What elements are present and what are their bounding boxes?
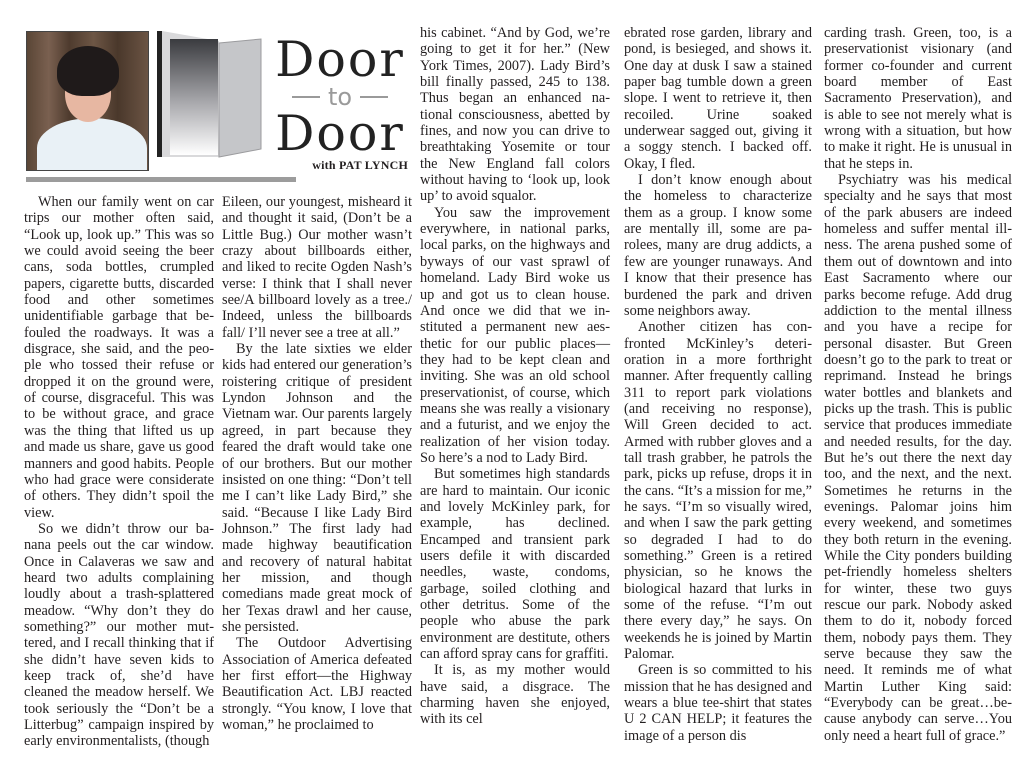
photo-shirt xyxy=(37,118,147,171)
paragraph: I don’t know enough about the homeless to characterize them as a group. I know some are mentally ill, some are parolees, many are drug addicts, a few are younger runaways. And I know that their presence has burdened the park and driven some neighbors away. xyxy=(624,172,812,319)
paragraph: his cabinet. “And by God, we’re going to get it for her.” (New York Times, 2007). Lady Bird’s bill finally passed, 245 to 138. Thus began an enhanced national consciousness, abetted by fines, and now you can drive to breathtaking Yosemite or tour the New England fall colors without having to ‘look up, look up’ to avoid squalor. xyxy=(420,25,610,205)
article-column-5 xyxy=(824,25,1012,744)
article-column-1 xyxy=(24,194,214,750)
title-door-bottom: Door xyxy=(275,105,405,162)
article-column-4 xyxy=(624,25,812,744)
paragraph: So we didn’t throw our banana peels out the car window. Once in Calaveras we saw and heard two adults complaining loudly about a trash-splattered meadow. “Why don’t they do something?” our mother muttered, and I recall thinking that if she didn’t have seven kids to keep track of, she’d have cleaned the meadow herself. We took seriously the “Don’t be a Litterbug” campaign inspired by early environmentalists, (though xyxy=(24,520,214,750)
paragraph: The Outdoor Advertising Association of America defeated her first effort—the Highway Beautification Act. LBJ reacted strongly. “You know, I love that woman,” he proclaimed to xyxy=(222,635,412,733)
paragraph: When our family went on car trips our mother often said, “Look up, look up.” This was so we could avoid seeing the beer cans, soda bottles, crumpled papers, cigarette butts, discarded food and other sometimes unidentifiable garbage that befouled the roadways. It was a disgrace, she said, and the people who tossed their refuse or dropped it on the ground were, of course, disgraceful. This was to be without grace, and grace was the thing that lifted us up and made us share, gave us good manners and good habits. People who had grace were considerate of others. They didn’t spoil the view. xyxy=(24,194,214,521)
paragraph: It is, as my mother would have said, a disgrace. The charming haven she enjoyed, with its cel xyxy=(420,662,610,728)
paragraph: Green is so committed to his mission that he has designed and wears a blue tee-shirt that states U 2 CAN HELP; it features the image of a person dis xyxy=(624,662,812,744)
column-title xyxy=(272,31,408,162)
paragraph: By the late sixties we elder kids had entered our generation’s roistering critique of president Lyndon Johnson and the Vietnam war. Our parents largely agreed, in part because they feared the draft would take one of our brothers. But our mother insisted on one thing: “Don’t tell me I can’t like Lady Bird,” she said. “Because I like Lady Bird Johnson.” The first lady had made highway beautification and recovery of natural habitat her mission, and though comedians made great mock of her Texas drawl and her cause, she persisted. xyxy=(222,341,412,635)
paragraph: Another citizen has confronted McKinley’s deterioration in a more forthright manner. After frequently calling 311 to report park violations (and receiving no response), Will Green decided to act. Armed with rubber gloves and a tall trash grabber, he patrols the park, picks up refuse, drops it in the cans. “It’s a mission for me,” he says. “I’m so visually wired, and when I saw the park getting so degraded I had to do something.” Green is a retired physician, so he knows the biological hazard that lurks in some of the refuse. “I’m out there every day,” he says. On weekends he is joined by Martin Palomar. xyxy=(624,319,812,663)
paragraph: You saw the improvement everywhere, in national parks, local parks, on the highways and byways of our vast sprawl of homeland. Lady Bird woke us up and got us to clean house. And once we did that we instituted a permanent new aesthetic for our public places— they had to be kept clean and inviting. She was an old school preservationist, of course, which means she was really a visionary and a futurist, and we enjoy the realization of her vision today. So here’s a nod to Lady Bird. xyxy=(420,204,610,466)
photo-hair xyxy=(57,46,119,96)
title-to: to xyxy=(327,83,353,111)
title-rule-right xyxy=(360,96,388,98)
article-column-3 xyxy=(420,25,610,728)
header-divider xyxy=(26,177,296,182)
title-door-top: Door xyxy=(275,31,405,88)
byline: with PAT LYNCH xyxy=(312,158,408,172)
title-rule-left xyxy=(292,96,320,98)
paragraph: Psychiatry was his medical specialty and he says that most of the park abusers are indeed homeless and suffer mental illness. The arena pushed some of them out of downtown and into East Sacramento where our parks become refuge. Add drug addiction to the mental illness and you have a recipe for personal disaster. But Green doesn’t go to the park to treat or reprimand. Instead he brings water bottles and blankets and picks up the trash. This is public service that produces immediate and needed results, for the day. But he’s out there the next day too, and the next, and the next. Sometimes he returns in the evenings. Palomar joins him every weekend, and sometimes they both return in the evening. While the City ponders building pet-friendly homeless shelters for winter, these two guys rescue our park. Nobody asked them to do it, nobody forced them, nobody pays them. They serve because they saw the need. It reminds me of what Martin Luther King said: “Everybody can be great…because anybody can serve…You only need a heart full of grace.” xyxy=(824,172,1012,744)
paragraph: ebrated rose garden, library and pond, is besieged, and shows it. One day at dusk I saw a stained paper bag tumble down a green slope. I went to retrieve it, then recoiled. Urine soaked underwear sagged out, giving it a soggy stench. I backed off. Okay, I fled. xyxy=(624,25,812,172)
paragraph: Eileen, our youngest, misheard it and thought it said, (Don’t be a Little Bug.) Our mother wasn’t crazy about billboards either, and liked to recite Ogden Nash’s verse: I think that I shall never see/A billboard lovely as a tree./ Indeed, unless the billboards fall/ I’ll never see a tree at all.” xyxy=(222,194,412,341)
paragraph: But sometimes high standards are hard to maintain. Our iconic and lovely McKinley park, for example, has declined. Encamped and transient park users defile it with discarded needles, waste, condoms, garbage, soiled clothing and other detritus. Some of the people who abuse the park environment are destitute, others can afford spray cans for graffiti. xyxy=(420,466,610,663)
author-photo xyxy=(26,31,149,171)
open-door-icon xyxy=(157,31,263,159)
paragraph: carding trash. Green, too, is a preservationist visionary (and former co-founder and current board member of East Sacramento Preservation), and is able to see not merely what is wrong with a situation, but how to make it right. He is unusual in that he steps in. xyxy=(824,25,1012,172)
article-column-2 xyxy=(222,194,412,733)
